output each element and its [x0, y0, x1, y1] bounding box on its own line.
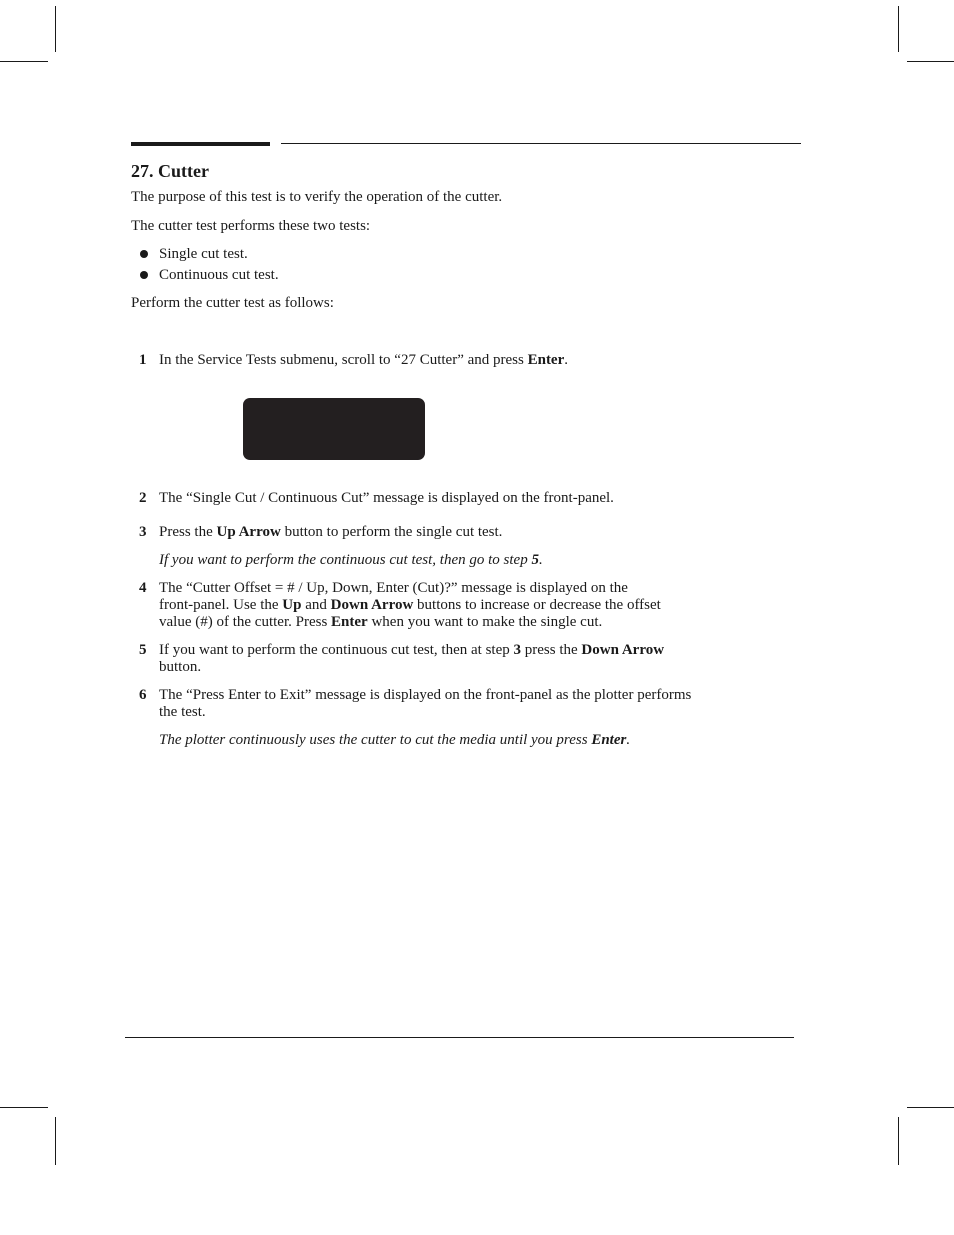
bullet-continuous-cut: Continuous cut test. — [159, 267, 279, 283]
bullet-icon — [140, 250, 148, 258]
step-3-note: If you want to perform the continuous cut test, then go to step 5. — [159, 552, 543, 568]
crop-mark-bottom-right-h — [907, 1107, 954, 1108]
bullet-icon — [140, 271, 148, 279]
step-6-text: The “Press Enter to Exit” message is displayed on the front-panel as the plotter performs the test. — [159, 687, 692, 720]
step-1-text: In the Service Tests submenu, scroll to “27 Cutter” and press Enter. — [159, 352, 569, 368]
crop-mark-top-right-h — [907, 61, 954, 62]
step-2-text: The “Single Cut / Continuous Cut” message is displayed on the front-panel. — [159, 490, 614, 506]
perform-paragraph: Perform the cutter test as follows: — [131, 295, 334, 311]
step-number: 1 — [139, 352, 147, 368]
step-number: 2 — [139, 490, 147, 506]
crop-mark-top-left-h — [0, 61, 48, 62]
crop-mark-top-left-v — [55, 6, 56, 52]
header-rule-thin — [281, 143, 801, 144]
step-number: 6 — [139, 687, 147, 703]
purpose-paragraph: The purpose of this test is to verify the operation of the cutter. — [131, 189, 503, 205]
intro-paragraph: The cutter test performs these two tests: — [131, 218, 371, 234]
step-5-text: If you want to perform the continuous cut test, then at step 3 press the Down Arrow button. — [159, 642, 665, 675]
step-number: 4 — [139, 580, 147, 596]
crop-mark-bottom-right-v — [898, 1117, 899, 1165]
step-4-text: The “Cutter Offset = # / Up, Down, Enter (Cut)?” message is displayed on the front-panel. Use the Up and Down Arrow buttons to increase or decrease the offset value (#) of the cutter. Press Enter when you want to make the single cut. — [159, 580, 661, 630]
step-number: 3 — [139, 524, 147, 540]
footer-rule — [125, 1037, 794, 1038]
section-title: 27. Cutter — [131, 161, 209, 181]
header-rule-thick — [131, 142, 270, 146]
crop-mark-top-right-v — [898, 6, 899, 52]
step-6-note: The plotter continuously uses the cutter to cut the media until you press Enter. — [159, 732, 631, 748]
crop-mark-bottom-left-h — [0, 1107, 48, 1108]
crop-mark-bottom-left-v — [55, 1117, 56, 1165]
step-number: 5 — [139, 642, 147, 658]
step-3-text: Press the Up Arrow button to perform the single cut test. — [159, 524, 503, 540]
front-panel-display — [243, 398, 425, 460]
bullet-single-cut: Single cut test. — [159, 246, 248, 262]
